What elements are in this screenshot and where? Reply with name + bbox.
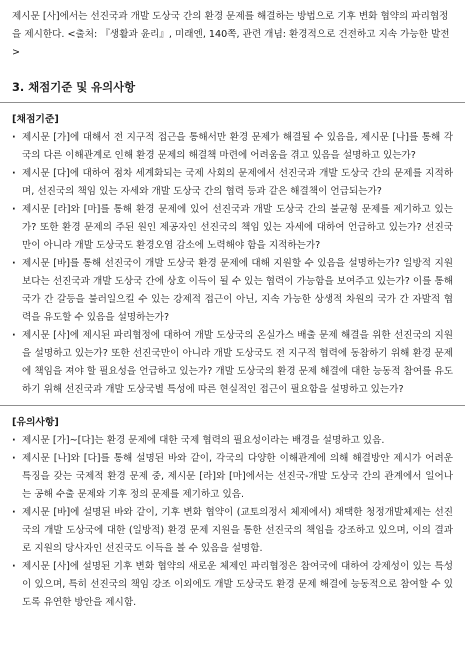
notes-item: · 제시문 [가]~[다]는 환경 문제에 대한 국제 협력의 필요성이라는 배경을 설명하고 있음. (12, 432, 453, 450)
notes-item: · 제시문 [바]에 설명된 바와 같이, 기후 변화 협약이 (교토의정서 체제에서) 채택한 청정개발체제는 선진국의 개발 도상국에 대한 (일방적) 환경 문제 지원을 통한 선진국의 책임을 강조하고 있으며, 이의 결과로 지원의 당사자인 선진국도 이득을 볼 수 있음을 설명함. (12, 504, 453, 558)
grading-heading: [채점기준] (12, 114, 59, 125)
section-title: 3. 채점기준 및 유의사항 (12, 80, 136, 94)
grading-item: · 제시문 [가]에 대해서 전 지구적 접근을 통해서만 환경 문제가 해결될 수 있음을, 제시문 [나]를 통해 각국의 다른 이해관계로 인해 환경 문제의 해결책 마련에 어려움을 겪고 있음을 설명하고 있는가? (12, 129, 453, 165)
notes-item: · 제시문 [나]와 [다]를 통해 설명된 바와 같이, 각국의 다양한 이해관계에 의해 해결방안 제시가 어려운 특징을 갖는 국제적 환경 문제 중, 제시문 [라]와 [마]에서는 선진국-개발 도상국 간의 관계에서 일어나는 공해 수출 문제와 기후 정의 문제를 제기하고 있음. (12, 450, 453, 504)
grading-item: · 제시문 [바]를 통해 선진국이 개발 도상국 환경 문제에 대해 지원할 수 있음을 설명하는가? 일방적 지원보다는 선진국과 개발 도상국 간에 상호 이득이 될 수 있는 협력이 가능함을 보여주고 있는가? 이를 통해 국가 간 갈등을 불러일으킬 수 있는 강제적 접근이 아닌, 지속 가능한 상생적 차원의 국가 간 자발적 협력을 유도할 수 있음을 설명하는가? (12, 255, 453, 327)
grading-item: · 제시문 [사]에 제시된 파리협정에 대하여 개발 도상국의 온실가스 배출 문제 해결을 위한 선진국의 지원을 설명하고 있는가? 또한 선진국만이 아니라 개발 도상국도 전 지구적 협력에 동참하기 위해 환경 문제에 책임을 져야 할 필요성을 언급하고 있는가? 개발 도상국의 환경 문제 해결에 대한 능동적 참여를 유도하기 위해 선진국과 개발 도상국별 특성에 따른 현실적인 접근이 필요함을 설명하고 있는가? (12, 327, 453, 399)
grading-item: · 제시문 [라]와 [마]를 통해 환경 문제에 있어 선진국과 개발 도상국 간의 불균형 문제를 제기하고 있는가? 또한 환경 문제의 주된 원인 제공자인 선진국의 책임 있는 자세에 대하여 언급하고 있는가? 선진국만이 아니라 개발 도상국도 환경오염 감소에 노력해야 함을 지적하는가? (12, 201, 453, 255)
notes-list (12, 432, 453, 612)
grading-list (12, 129, 453, 399)
divider-middle (0, 405, 465, 406)
notes-section (12, 414, 453, 612)
divider-top (0, 102, 465, 103)
intro-paragraph: 제시문 [사]에서는 선진국과 개발 도상국 간의 환경 문제를 해결하는 방법으로 기후 변화 협약의 파리협정을 제시한다. <출처: 『생활과 윤리』, 미래엔, 140쪽, 관련 개념: 환경적으로 건전하고 지속 가능한 발전> (12, 11, 450, 58)
grading-item: · 제시문 [다]에 대하여 점차 세계화되는 국제 사회의 문제에서 선진국과 개발 도상국 간의 문제를 지적하며, 선진국의 책임 있는 자세와 개발 도상국 간의 협력 등과 같은 해결책이 언급되는가? (12, 165, 453, 201)
grading-section (12, 111, 453, 399)
notes-heading: [유의사항] (12, 417, 59, 428)
notes-item: · 제시문 [사]에 설명된 기후 변화 협약의 새로운 체제인 파리협정은 참여국에 대하여 강제성이 있는 특성이 있으며, 특히 선진국의 책임 강조 이외에도 개발 도상국도 환경 문제 해결에 능동적으로 참여할 수 있도록 유연한 방안을 제시함. (12, 558, 453, 612)
